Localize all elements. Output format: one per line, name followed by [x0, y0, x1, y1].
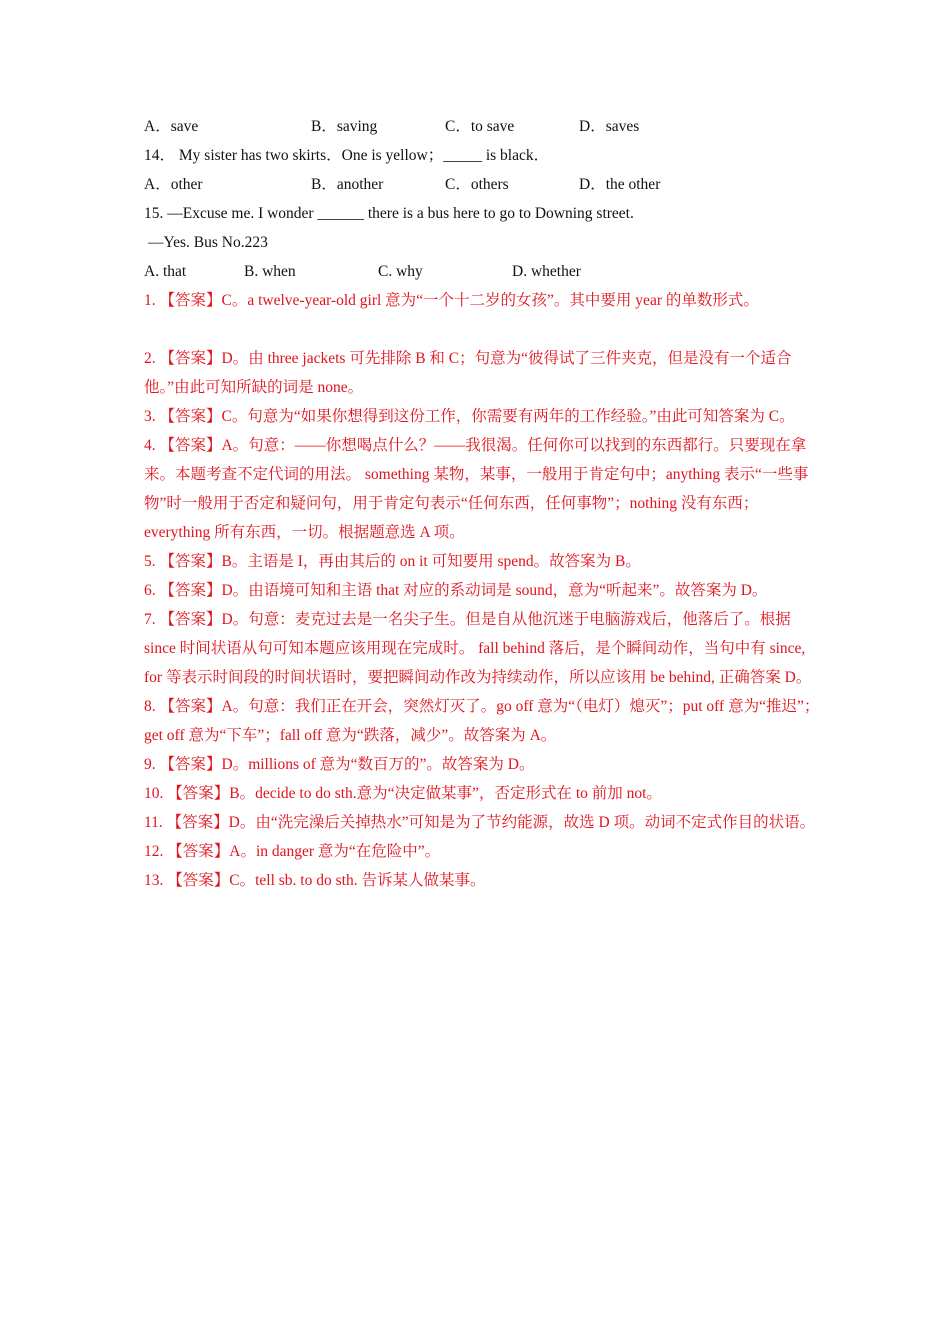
q15-stem: 15. —Excuse me. I wonder ______ there is a bus here to go to Downing street.: [144, 205, 634, 222]
q15-option-d: D. whether: [512, 263, 581, 280]
answer-13: 13. 【答案】C。tell sb. to do sth. 告诉某人做某事。: [144, 872, 486, 889]
q14-option-b: B．another: [311, 176, 384, 193]
answer-10: 10. 【答案】B。decide to do sth.意为“决定做某事”，否定形式在 to 前加 not。: [144, 785, 662, 802]
q15-options: [144, 257, 824, 286]
q13-option-d: D．saves: [579, 118, 640, 135]
q15-option-a: A. that: [144, 263, 187, 280]
q13-option-a: A．save: [144, 118, 199, 135]
blank-line: [144, 315, 824, 344]
q14-stem: 14． My sister has two skirts．One is yellow；_____ is black．: [144, 147, 550, 164]
answer-3: 3. 【答案】C。句意为“如果你想得到这份工作，你需要有两年的工作经验。”由此可知答案为 C。: [144, 408, 795, 425]
q15-option-c: C. why: [378, 263, 423, 280]
answer-11: 11. 【答案】D。由“洗完澡后关掉热水”可知是为了节约能源，故选 D 项。动词不定式作目的状语。: [144, 814, 816, 831]
answer-key: [144, 286, 824, 895]
q14-option-c: C．others: [445, 176, 509, 193]
q13-options: [144, 112, 824, 141]
answer-7: 7. 【答案】D。句意：麦克过去是一名尖子生。但是自从他沉迷于电脑游戏后，他落后了。根据 since 时间状语从句可知本题应该用现在完成时。 fall behind 落后，是个瞬间动作，当句中有 since, for 等表示时间段的时间状语时，要把瞬间动作改为持续动作，所以应该用 be behind, 正确答案 D。: [144, 611, 812, 686]
answer-8: 8. 【答案】A。句意：我们正在开会，突然灯灭了。go off 意为“（电灯）熄灭”；put off 意为“推迟”；get off 意为“下车”；fall off 意为“跌落，减少”。故答案为 A。: [144, 698, 820, 744]
q15-option-b: B. when: [244, 263, 296, 280]
q14-option-d: D．the other: [579, 176, 661, 193]
answer-6: 6. 【答案】D。由语境可知和主语 that 对应的系动词是 sound，意为“听起来”。故答案为 D。: [144, 582, 768, 599]
answer-12: 12. 【答案】A。in danger 意为“在危险中”。: [144, 843, 441, 860]
q13-option-c: C．to save: [445, 118, 515, 135]
q14-options: [144, 170, 824, 199]
answer-2: 2. 【答案】D。由 three jackets 可先排除 B 和 C；句意为“彼得试了三件夹克，但是没有一个适合他。”由此可知所缺的词是 none。: [144, 350, 792, 396]
q14-option-a: A．other: [144, 176, 203, 193]
answer-1: 1. 【答案】C。a twelve-year-old girl 意为“一个十二岁的女孩”。其中要用 year 的单数形式。: [144, 292, 759, 309]
answer-4: 4. 【答案】A。句意：——你想喝点什么？——我很渴。任何你可以找到的东西都行。只要现在拿来。本题考查不定代词的用法。 something 某物，某事，一般用于肯定句中；anything 表示“一些事物”时一般用于否定和疑问句，用于肯定句表示“任何东西，任何事物”；nothing 没有东西；everything 所有东西，一切。根据题意选 A 项。: [144, 437, 809, 541]
q13-option-b: B．saving: [311, 118, 378, 135]
answer-5: 5. 【答案】B。主语是 I，再由其后的 on it 可知要用 spend。故答案为 B。: [144, 553, 641, 570]
q15-reply: —Yes. Bus No.223: [148, 234, 268, 251]
document-page: [144, 112, 824, 895]
answer-9: 9. 【答案】D。millions of 意为“数百万的”。故答案为 D。: [144, 756, 535, 773]
